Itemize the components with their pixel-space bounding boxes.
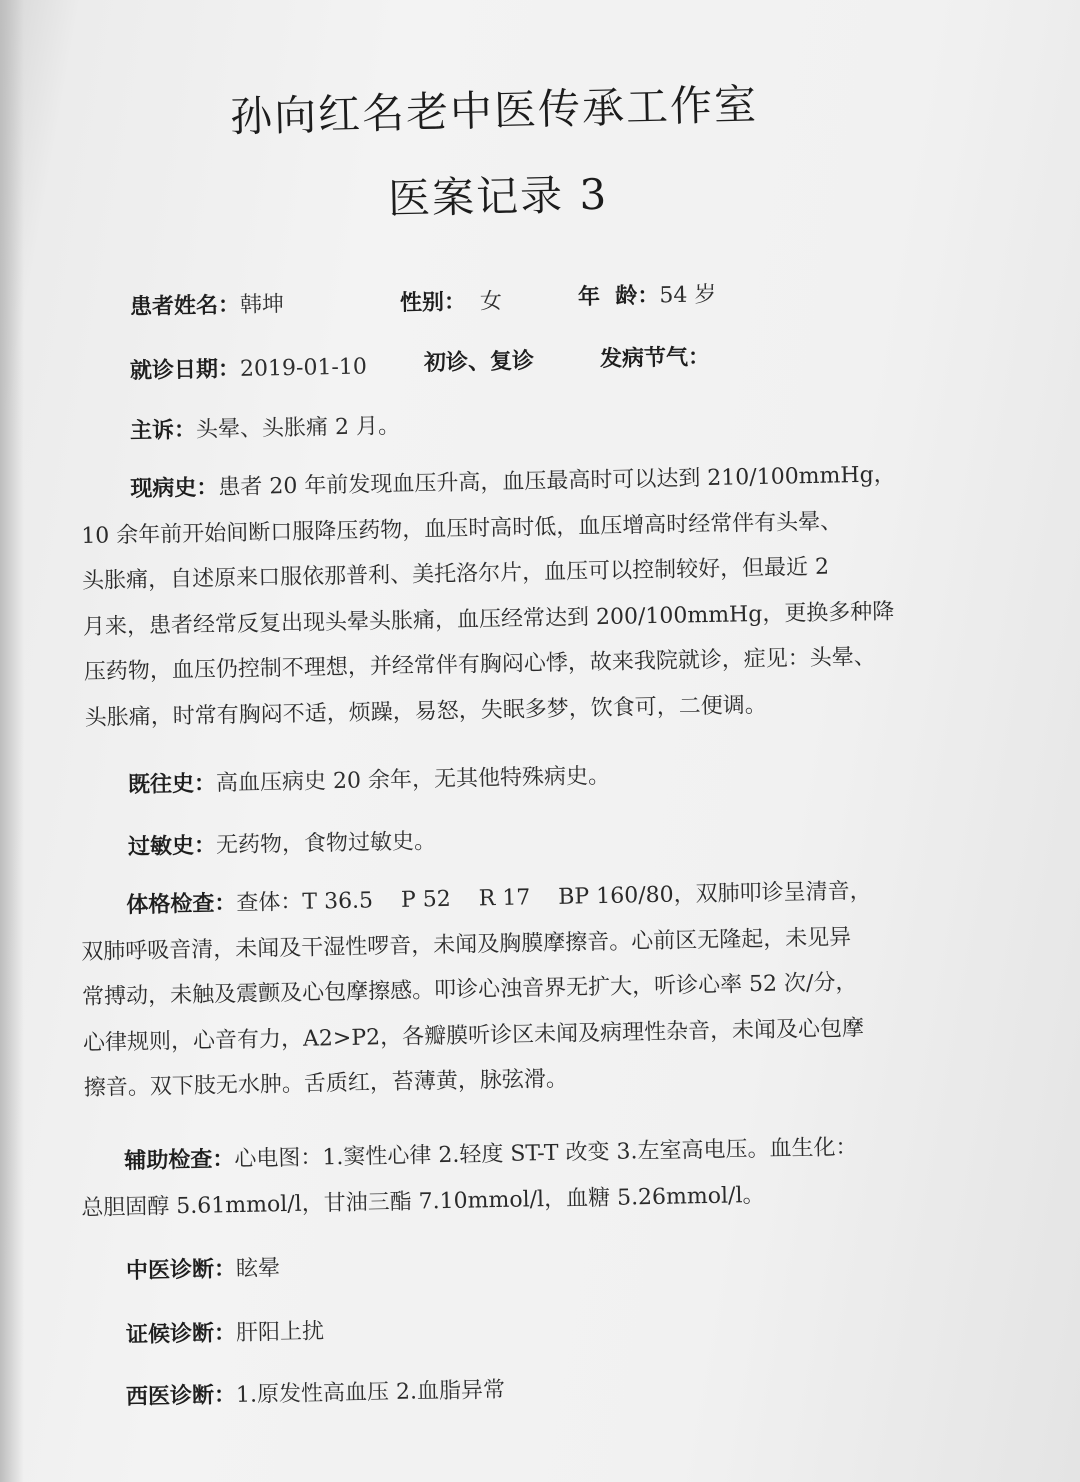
western-diagnosis-label: 西医诊断： <box>125 1381 237 1410</box>
chief-complaint-text: 头晕、头胀痛 2 月。 <box>195 413 401 443</box>
present-history-line: 头胀痛，自述原来口服依那普利、美托洛尔片，血压可以控制较好，但最近 2 <box>81 554 830 594</box>
visit-date: 2019-01-10 <box>239 354 368 382</box>
syndrome-diagnosis-text: 肝阳上扰 <box>235 1319 325 1346</box>
past-history <box>128 759 611 799</box>
tcm-diagnosis <box>126 1251 281 1285</box>
visit-date-label: 就诊日期： <box>129 355 241 384</box>
allergy-history <box>128 824 437 861</box>
syndrome-diagnosis <box>126 1314 325 1349</box>
patient-sex-row <box>400 284 503 317</box>
physical-exam-line: 擦音。双下肢无水肿。舌质红，苔薄黄，脉弦滑。 <box>83 1066 569 1101</box>
past-history-label: 既往史： <box>127 770 217 798</box>
chief-complaint <box>130 409 401 445</box>
auxiliary-exam-text: 心电图：1.窦性心律 2.轻度 ST-T 改变 3.左室高电压。血生化： <box>234 1135 858 1173</box>
solar-term-row <box>600 340 711 373</box>
physical-exam <box>80 868 914 1111</box>
allergy-text: 无药物，食物过敏史。 <box>215 829 437 859</box>
document-subtitle: 医案记录 3 <box>387 169 609 224</box>
physical-exam-line: 常搏动，未触及震颤及心包摩擦感。叩诊心浊音界无扩大，听诊心率 52 次/分， <box>81 970 858 1010</box>
document-title: 孙向红名老中医传承工作室 <box>229 79 759 142</box>
present-history-line: 月来，患者经常反复出现头晕头胀痛，血压经常达到 200/100mmHg，更换多种降 <box>82 598 895 640</box>
patient-age-label: 年 龄： <box>577 282 660 310</box>
past-history-text: 高血压病史 20 余年，无其他特殊病史。 <box>215 763 611 797</box>
patient-name-row <box>130 287 285 321</box>
visit-date-row <box>130 349 367 385</box>
patient-name: 韩坤 <box>239 292 285 318</box>
patient-age: 54 岁 <box>659 282 717 309</box>
allergy-label: 过敏史： <box>127 832 217 860</box>
physical-exam-line: 心律规则，心音有力，A2>P2，各瓣膜听诊区未闻及病理性杂音，未闻及心包摩 <box>82 1015 865 1056</box>
visit-type-text: 初诊、复诊 <box>423 347 535 376</box>
present-history <box>80 452 915 741</box>
physical-exam-line: 双肺呼吸音清，未闻及干湿性啰音，未闻及胸膜摩擦音。心前区无隆起，未见异 <box>81 924 852 965</box>
present-history-line: 头胀痛，时常有胸闷不适，烦躁，易怒，失眠多梦，饮食可，二便调。 <box>84 692 767 731</box>
solar-term-label: 发病节气： <box>599 343 711 372</box>
patient-sex-label: 性别： <box>399 288 467 316</box>
present-history-text: 患者 20 年前发现血压升高，血压最高时可以达到 210/100mmHg， <box>218 462 896 501</box>
patient-age-row <box>578 277 717 311</box>
auxiliary-exam <box>80 1124 912 1231</box>
patient-sex: 女 <box>479 289 503 315</box>
physical-exam-label: 体格检查： <box>126 890 237 919</box>
auxiliary-exam-label: 辅助检查： <box>124 1146 235 1175</box>
present-history-line: 10 余年前开始间断口服降压药物，血压时高时低，血压增高时经常伴有头晕、 <box>81 508 843 549</box>
western-diagnosis-text: 1.原发性高血压 2.血脂异常 <box>235 1377 506 1408</box>
patient-name-label: 患者姓名： <box>129 291 241 320</box>
visit-type <box>424 344 535 377</box>
present-history-line: 压药物，血压仍控制不理想，并经常伴有胸闷心悸，故来我院就诊，症见：头晕、 <box>83 644 877 685</box>
western-diagnosis <box>126 1373 506 1411</box>
tcm-diagnosis-text: 眩晕 <box>235 1256 281 1282</box>
tcm-diagnosis-label: 中医诊断： <box>125 1255 237 1284</box>
present-history-label: 现病史： <box>130 474 219 503</box>
chief-complaint-label: 主诉： <box>129 416 197 444</box>
syndrome-diagnosis-label: 证候诊断： <box>125 1319 237 1348</box>
physical-exam-text: 查体：T 36.5 P 52 R 17 BP 160/80，双肺叩诊呈清音， <box>236 878 872 916</box>
auxiliary-exam-line: 总胆固醇 5.61mmol/l，甘油三酯 7.10mmol/l，血糖 5.26mmol/l。 <box>81 1182 765 1221</box>
